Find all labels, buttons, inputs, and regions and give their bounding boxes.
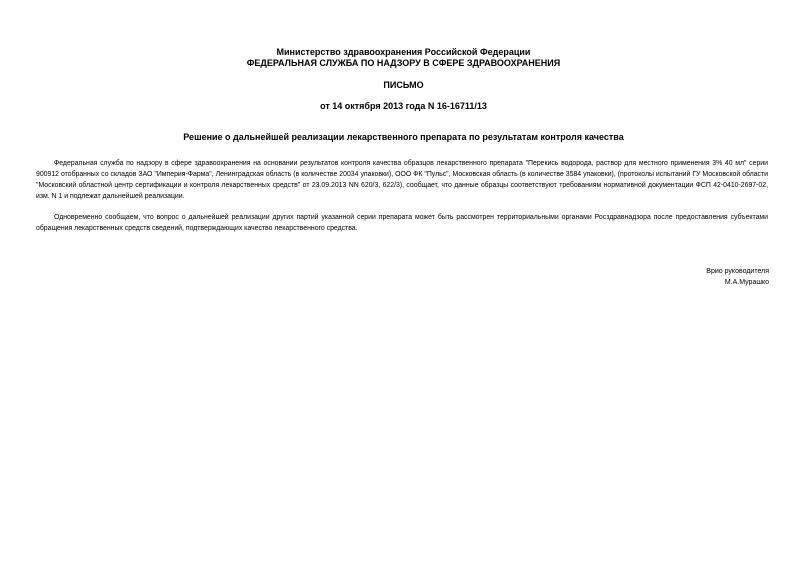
document-date-number: от 14 октября 2013 года N 16-16711/13	[320, 101, 487, 111]
ministry-name: Министерство здравоохранения Российской Федерации	[276, 47, 531, 57]
signature-position: Врио руководителя	[706, 268, 769, 275]
document-subject: Решение о дальнейшей реализации лекарственного препарата по результатам контроля качества	[183, 132, 624, 142]
document-type: ПИСЬМО	[383, 80, 424, 90]
service-name: ФЕДЕРАЛЬНАЯ СЛУЖБА ПО НАДЗОРУ В СФЕРЕ ЗДРАВООХРАНЕНИЯ	[246, 58, 561, 68]
signature-name: М.А.Мурашко	[724, 279, 769, 286]
body-paragraph-2: Одновременно сообщаем, что вопрос о дальнейшей реализации других партий указанной серии препарата может быть рассмотрен территориальными органами Росздравнадзора после предоставления субъектами обращения лекарственных средств сведений, подтверждающих качество лекарственного средства.	[36, 214, 768, 232]
body-paragraph-1: Федеральная служба по надзору в сфере здравоохранения на основании результатов контроля качества образцов лекарственного препарата "Перекись водорода, раствор для местного применения 3% 40 мл" серии 900912 отобранных со складов ЗАО "Империя-Фарма", Ленинградская область (в количестве 20034 упаковки), ООО ФК "Пульс", Московская область (в количестве 3584 упаковки), (протоколы испытаний ГУ Московской области "Московский областной центр сертификации и контроля лекарственных средств" от 23.09.2013 NN 620/3, 622/3), сообщает, что данные образцы соответствуют требованиям нормативной документации ФСП 42-0410-2697-02, изм. N 1 и подлежат дальнейшей реализации.	[36, 160, 768, 200]
